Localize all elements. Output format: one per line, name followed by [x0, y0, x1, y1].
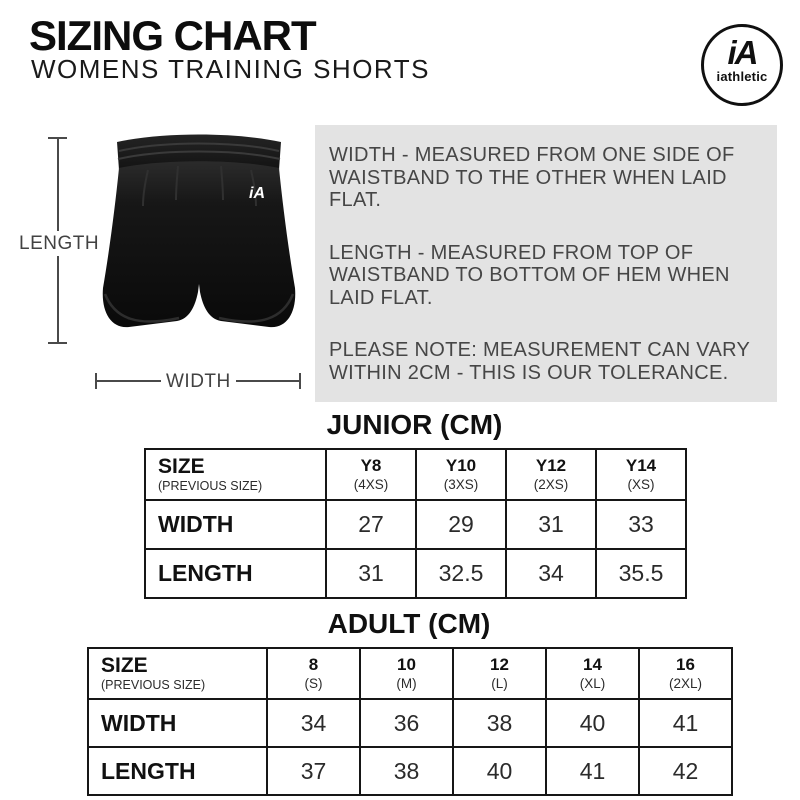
column-header-cell — [360, 648, 453, 699]
info-line: WIDTH - MEASURED FROM ONE SIDE OF — [329, 144, 735, 166]
table-value: 32.5 — [416, 549, 506, 598]
row-label: WIDTH — [88, 699, 267, 747]
info-line: WITHIN 2CM - THIS IS OUR TOLERANCE. — [329, 361, 729, 384]
column-size: Y10 — [445, 456, 477, 476]
length-measure-cap-top — [48, 137, 67, 139]
size-header: SIZE — [158, 455, 205, 479]
table-value: 38 — [453, 699, 546, 747]
size-header-cell — [145, 449, 326, 500]
info-line: LENGTH - MEASURED FROM TOP OF — [329, 241, 694, 264]
adult-size-table — [87, 647, 733, 796]
brand-logo-text: iathletic — [716, 69, 768, 84]
width-measure-cap-right — [299, 373, 301, 389]
size-header-cell — [88, 648, 267, 699]
column-previous-size: (S) — [304, 676, 323, 692]
table-value: 34 — [506, 549, 596, 598]
width-measure-cap-left — [95, 373, 97, 389]
table-value: 36 — [360, 699, 453, 747]
column-size: 16 — [676, 655, 695, 675]
table-value: 42 — [639, 747, 732, 795]
table-row-width — [88, 699, 732, 747]
table-value: 40 — [453, 747, 546, 795]
table-value: 37 — [267, 747, 360, 795]
shorts-brand-logo-icon: iA — [249, 185, 265, 202]
column-previous-size: (L) — [491, 676, 508, 692]
column-previous-size: (2XS) — [533, 477, 569, 493]
shorts-body — [103, 161, 296, 327]
column-size: 14 — [583, 655, 602, 675]
column-size: Y8 — [360, 456, 382, 476]
table-value: 38 — [360, 747, 453, 795]
table-value: 41 — [639, 699, 732, 747]
column-previous-size: (M) — [396, 676, 417, 692]
column-previous-size: (2XL) — [668, 676, 702, 692]
column-header-cell — [453, 648, 546, 699]
row-label: WIDTH — [145, 500, 326, 549]
column-size: 10 — [397, 655, 416, 675]
table-value: 40 — [546, 699, 639, 747]
column-size: Y14 — [625, 456, 657, 476]
page-subtitle: WOMENS TRAINING SHORTS — [31, 54, 430, 84]
table-value: 31 — [326, 549, 416, 598]
column-header-cell — [596, 449, 686, 500]
table-value: 35.5 — [596, 549, 686, 598]
column-size: 12 — [490, 655, 509, 675]
info-paragraph-note — [329, 339, 771, 384]
info-line: WAISTBAND TO BOTTOM OF HEM WHEN — [329, 264, 730, 286]
info-line: LAID FLAT. — [329, 286, 433, 309]
row-label: LENGTH — [88, 747, 267, 795]
brand-logo-icon: iA — [727, 34, 757, 71]
column-header-cell — [546, 648, 639, 699]
column-header-cell — [639, 648, 732, 699]
column-header-cell — [326, 449, 416, 500]
row-label: LENGTH — [145, 549, 326, 598]
table-row-length — [145, 549, 686, 598]
info-paragraph-width — [329, 144, 771, 212]
table-value: 33 — [596, 500, 686, 549]
table-row-length — [88, 747, 732, 795]
column-header-cell — [267, 648, 360, 699]
table-value: 31 — [506, 500, 596, 549]
column-previous-size: (3XS) — [443, 477, 479, 493]
table-row-width — [145, 500, 686, 549]
table-header-row — [88, 648, 732, 699]
column-previous-size: (4XS) — [353, 477, 389, 493]
brand-logo — [701, 24, 783, 106]
table-value: 34 — [267, 699, 360, 747]
junior-size-table — [144, 448, 687, 599]
column-header-cell — [416, 449, 506, 500]
info-paragraph-length — [329, 242, 771, 310]
column-previous-size: (XS) — [627, 477, 655, 493]
info-line: WAISTBAND TO THE OTHER WHEN LAID — [329, 166, 727, 189]
column-header-cell — [506, 449, 596, 500]
info-line: FLAT. — [329, 189, 382, 211]
column-previous-size: (XL) — [579, 676, 606, 692]
column-size: Y12 — [535, 456, 567, 476]
size-header: SIZE — [101, 654, 148, 678]
length-measure-cap-bottom — [48, 342, 67, 344]
column-size: 8 — [308, 655, 319, 675]
page-title: SIZING CHART — [29, 12, 316, 59]
shorts-image — [93, 128, 305, 350]
length-label: LENGTH — [19, 233, 100, 254]
table-value: 29 — [416, 500, 506, 549]
table-header-row — [145, 449, 686, 500]
size-subheader: (PREVIOUS SIZE) — [158, 479, 263, 494]
adult-table-title: ADULT (CM) — [327, 608, 491, 639]
table-value: 27 — [326, 500, 416, 549]
table-value: 41 — [546, 747, 639, 795]
size-subheader: (PREVIOUS SIZE) — [101, 678, 206, 693]
measurement-info-box — [315, 125, 777, 402]
info-line: PLEASE NOTE: MEASUREMENT CAN VARY — [329, 339, 751, 361]
width-label: WIDTH — [161, 370, 236, 393]
junior-table-title: JUNIOR (CM) — [326, 409, 503, 440]
